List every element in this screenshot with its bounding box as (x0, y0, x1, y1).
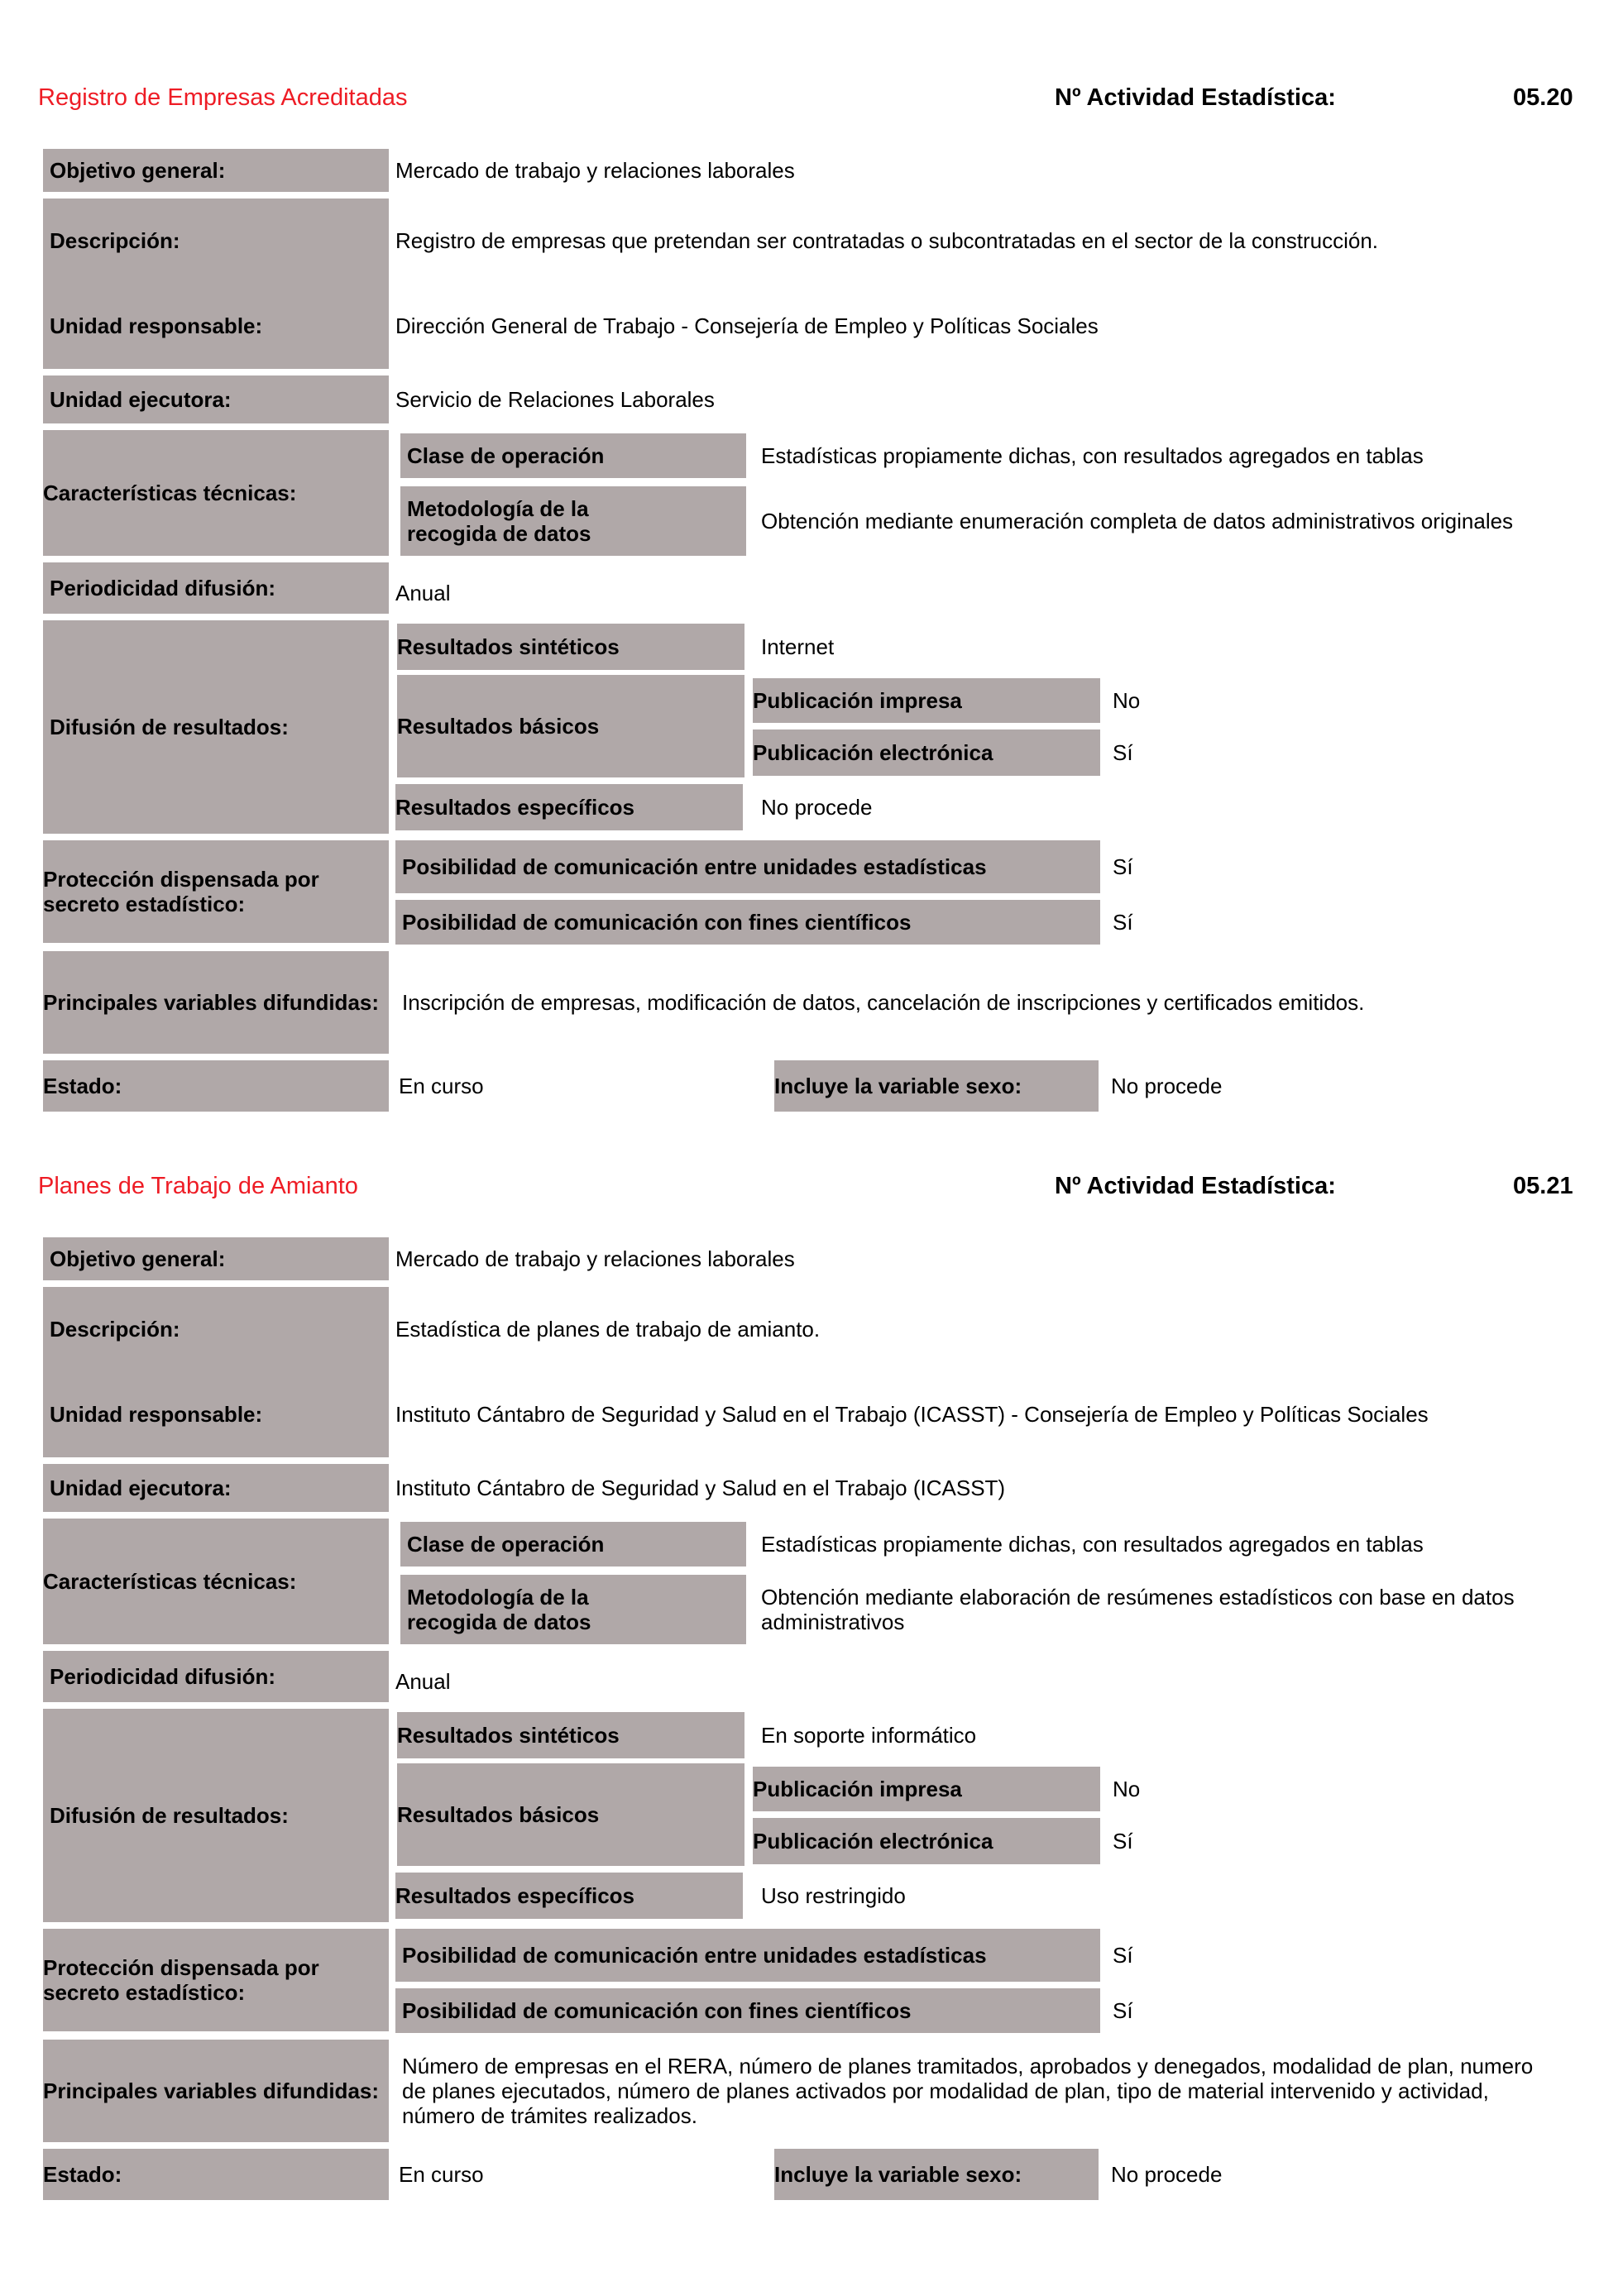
variables-label: Principales variables difundidas: (43, 2040, 389, 2142)
publicacion-electronica-value: Sí (1113, 1829, 1133, 1854)
objetivo-value: Mercado de trabajo y relaciones laborales (395, 1246, 795, 1271)
metodologia-label: Metodología de la recogida de datos (400, 486, 746, 556)
metodologia-value: Obtención mediante elaboración de resúmenes estadísticos con base en datos administrativos (761, 1585, 1515, 1634)
resultados-sinteticos-label: Resultados sintéticos (397, 624, 744, 670)
periodicidad-label: Periodicidad difusión: (43, 562, 389, 614)
estado-value: En curso (399, 2162, 484, 2187)
objetivo-label: Objetivo general: (43, 1237, 389, 1280)
record-2 (0, 1088, 1623, 2197)
resultados-especificos-value: Uso restringido (761, 1883, 906, 1908)
activity-number: 05.21 (1513, 1173, 1573, 1199)
comunicacion-cientificos-label: Posibilidad de comunicación con fines científicos (395, 1988, 1100, 2033)
record-title: Planes de Trabajo de Amianto (38, 1173, 358, 1199)
descripcion-value: Registro de empresas que pretendan ser contratadas o subcontratadas en el sector de la construcción. (395, 228, 1379, 253)
resultados-basicos-label: Resultados básicos (397, 1763, 744, 1866)
publicacion-impresa-label: Publicación impresa (753, 678, 1100, 723)
periodicidad-value: Anual (395, 1669, 451, 1694)
clase-operacion-label: Clase de operación (400, 433, 746, 478)
periodicidad-label: Periodicidad difusión: (43, 1651, 389, 1702)
unidad-responsable-value: Dirección General de Trabajo - Consejería de Empleo y Políticas Sociales (395, 313, 1099, 338)
unidad-ejecutora-label: Unidad ejecutora: (43, 1464, 389, 1512)
activity-label: Nº Actividad Estadística: (1055, 84, 1336, 111)
comunicacion-unidades-value: Sí (1113, 854, 1133, 879)
comunicacion-unidades-value: Sí (1113, 1943, 1133, 1968)
proteccion-label: Protección dispensada por secreto estadístico: (43, 1929, 389, 2031)
resultados-sinteticos-label: Resultados sintéticos (397, 1712, 744, 1758)
estado-label: Estado: (43, 1060, 389, 1112)
resultados-especificos-value: No procede (761, 795, 873, 820)
unidad-responsable-value: Instituto Cántabro de Seguridad y Salud en el Trabajo (ICASST) - Consejería de Empleo y Políticas Sociales (395, 1402, 1429, 1427)
record-title: Registro de Empresas Acreditadas (38, 84, 408, 111)
difusion-label: Difusión de resultados: (43, 620, 389, 834)
resultados-sinteticos-value: En soporte informático (761, 1723, 977, 1748)
periodicidad-value: Anual (395, 581, 451, 605)
metodologia-value: Obtención mediante enumeración completa de datos administrativos originales (761, 509, 1514, 533)
clase-operacion-value: Estadísticas propiamente dichas, con resultados agregados en tablas (761, 1532, 1424, 1557)
activity-number: 05.20 (1513, 84, 1573, 111)
variables-label: Principales variables difundidas: (43, 951, 389, 1054)
comunicacion-cientificos-value: Sí (1113, 1998, 1133, 2023)
clase-operacion-value: Estadísticas propiamente dichas, con resultados agregados en tablas (761, 443, 1424, 468)
caracteristicas-label: Características técnicas: (43, 430, 389, 556)
comunicacion-cientificos-value: Sí (1113, 910, 1133, 935)
unidad-responsable-label: Unidad responsable: (43, 283, 389, 369)
incluye-sexo-label: Incluye la variable sexo: (774, 1060, 1099, 1112)
objetivo-label: Objetivo general: (43, 149, 389, 192)
proteccion-label: Protección dispensada por secreto estadístico: (43, 840, 389, 943)
activity-label: Nº Actividad Estadística: (1055, 1173, 1336, 1199)
objetivo-value: Mercado de trabajo y relaciones laborales (395, 158, 795, 183)
incluye-sexo-value: No procede (1111, 2162, 1223, 2187)
record-1 (0, 0, 1623, 1108)
publicacion-electronica-label: Publicación electrónica (753, 729, 1100, 776)
resultados-sinteticos-value: Internet (761, 634, 835, 659)
publicacion-impresa-value: No (1113, 688, 1141, 713)
estado-value: En curso (399, 1074, 484, 1098)
comunicacion-cientificos-label: Posibilidad de comunicación con fines científicos (395, 900, 1100, 945)
metodologia-label: Metodología de la recogida de datos (400, 1575, 746, 1644)
descripcion-label: Descripción: (43, 1287, 389, 1371)
descripcion-label: Descripción: (43, 199, 389, 283)
resultados-especificos-label: Resultados específicos (395, 784, 743, 830)
unidad-responsable-label: Unidad responsable: (43, 1371, 389, 1457)
variables-value: Número de empresas en el RERA, número de planes tramitados, aprobados y denegados, modalidad de plan, numero de planes ejecutados, número de planes activados por modalidad de plan, tipo de material intervenido y actividad, número de trámites realizados. (402, 2054, 1534, 2128)
clase-operacion-label: Clase de operación (400, 1522, 746, 1567)
caracteristicas-label: Características técnicas: (43, 1519, 389, 1644)
publicacion-impresa-value: No (1113, 1777, 1141, 1801)
publicacion-electronica-label: Publicación electrónica (753, 1818, 1100, 1864)
resultados-basicos-label: Resultados básicos (397, 675, 744, 777)
unidad-ejecutora-value: Instituto Cántabro de Seguridad y Salud en el Trabajo (ICASST) (395, 1476, 1006, 1500)
comunicacion-unidades-label: Posibilidad de comunicación entre unidades estadísticas (395, 1929, 1100, 1982)
unidad-ejecutora-value: Servicio de Relaciones Laborales (395, 387, 715, 412)
estado-label: Estado: (43, 2149, 389, 2200)
difusion-label: Difusión de resultados: (43, 1709, 389, 1922)
publicacion-impresa-label: Publicación impresa (753, 1767, 1100, 1811)
publicacion-electronica-value: Sí (1113, 740, 1133, 765)
incluye-sexo-label: Incluye la variable sexo: (774, 2149, 1099, 2200)
resultados-especificos-label: Resultados específicos (395, 1873, 743, 1919)
comunicacion-unidades-label: Posibilidad de comunicación entre unidades estadísticas (395, 840, 1100, 893)
variables-value: Inscripción de empresas, modificación de datos, cancelación de inscripciones y certificados emitidos. (402, 990, 1365, 1015)
descripcion-value: Estadística de planes de trabajo de amianto. (395, 1317, 821, 1342)
unidad-ejecutora-label: Unidad ejecutora: (43, 375, 389, 423)
incluye-sexo-value: No procede (1111, 1074, 1223, 1098)
